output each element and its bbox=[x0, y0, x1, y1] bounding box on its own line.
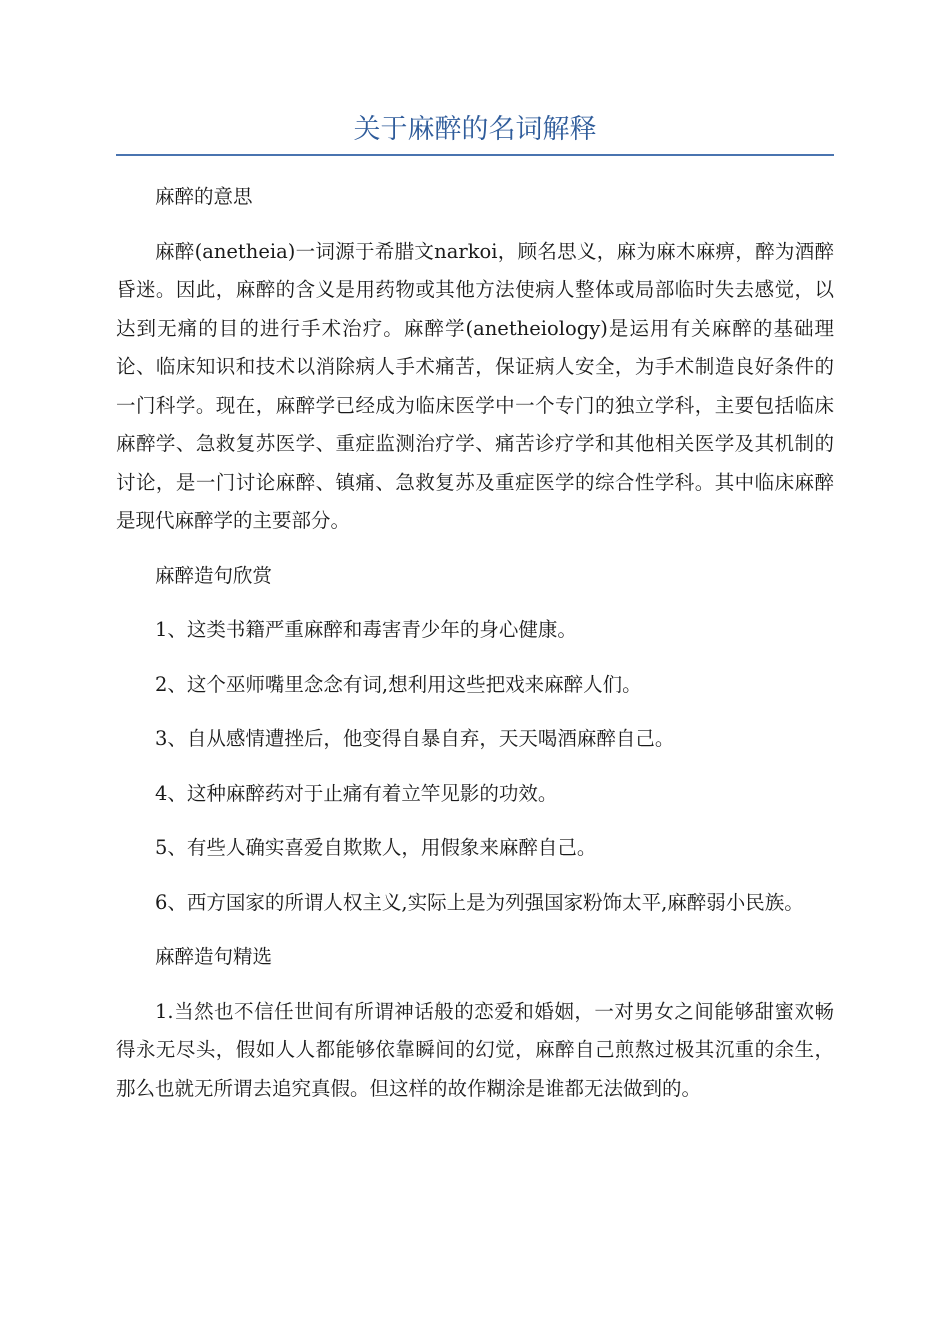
document-title: 关于麻醉的名词解释 bbox=[116, 110, 834, 156]
example-sentence-1: 1、这类书籍严重麻醉和毒害青少年的身心健康。 bbox=[155, 618, 577, 641]
example-sentence-2: 2、这个巫师嘴里念念有词,想利用这些把戏来麻醉人们。 bbox=[155, 672, 642, 696]
example-sentence-3: 3、自从感情遭挫后，他变得自暴自弃，天天喝酒麻醉自己。 bbox=[155, 727, 675, 750]
selected-sentence-1: 1.当然也不信任世间有所谓神话般的恋爱和婚姻，一对男女之间能够甜蜜欢畅得永无尽头，假如人人都能够依靠瞬间的幻觉，麻醉自己煎熬过极其沉重的余生，那么也就无所谓去追究真假。但这样的故作糊涂是谁都无法做到的。 bbox=[116, 999, 834, 1100]
example-sentence-4: 4、这种麻醉药对于止痛有着立竿见影的功效。 bbox=[155, 781, 558, 805]
section-heading-meaning: 麻醉的意思 bbox=[155, 185, 253, 208]
document-page bbox=[116, 110, 834, 1124]
example-sentence-5: 5、有些人确实喜爱自欺欺人，用假象来麻醉自己。 bbox=[155, 836, 597, 859]
definition-paragraph: 麻醉(anetheia)一词源于希腊文narkoi，顾名思义，麻为麻木麻痹，醉为酒醉昏迷。因此，麻醉的含义是用药物或其他方法使病人整体或局部临时失去感觉，以达到无痛的目的进行手术治疗。麻醉学(anetheiology)是运用有关麻醉的基础理论、临床知识和技术以消除病人手术痛苦，保证病人安全，为手术制造良好条件的一门科学。现在，麻醉学已经成为临床医学中一个专门的独立学科，主要包括临床麻醉学、急救复苏医学、重症监测治疗学、痛苦诊疗学和其他相关医学及其机制的讨论，是一门讨论麻醉、镇痛、急救复苏及重症医学的综合性学科。其中临床麻醉是现代麻醉学的主要部分。 bbox=[116, 239, 834, 532]
section-heading-selected: 麻醉造句精选 bbox=[155, 945, 273, 968]
example-sentence-6: 6、西方国家的所谓人权主义,实际上是为列强国家粉饰太平,麻醉弱小民族。 bbox=[155, 890, 804, 914]
section-heading-examples: 麻醉造句欣赏 bbox=[155, 563, 273, 587]
